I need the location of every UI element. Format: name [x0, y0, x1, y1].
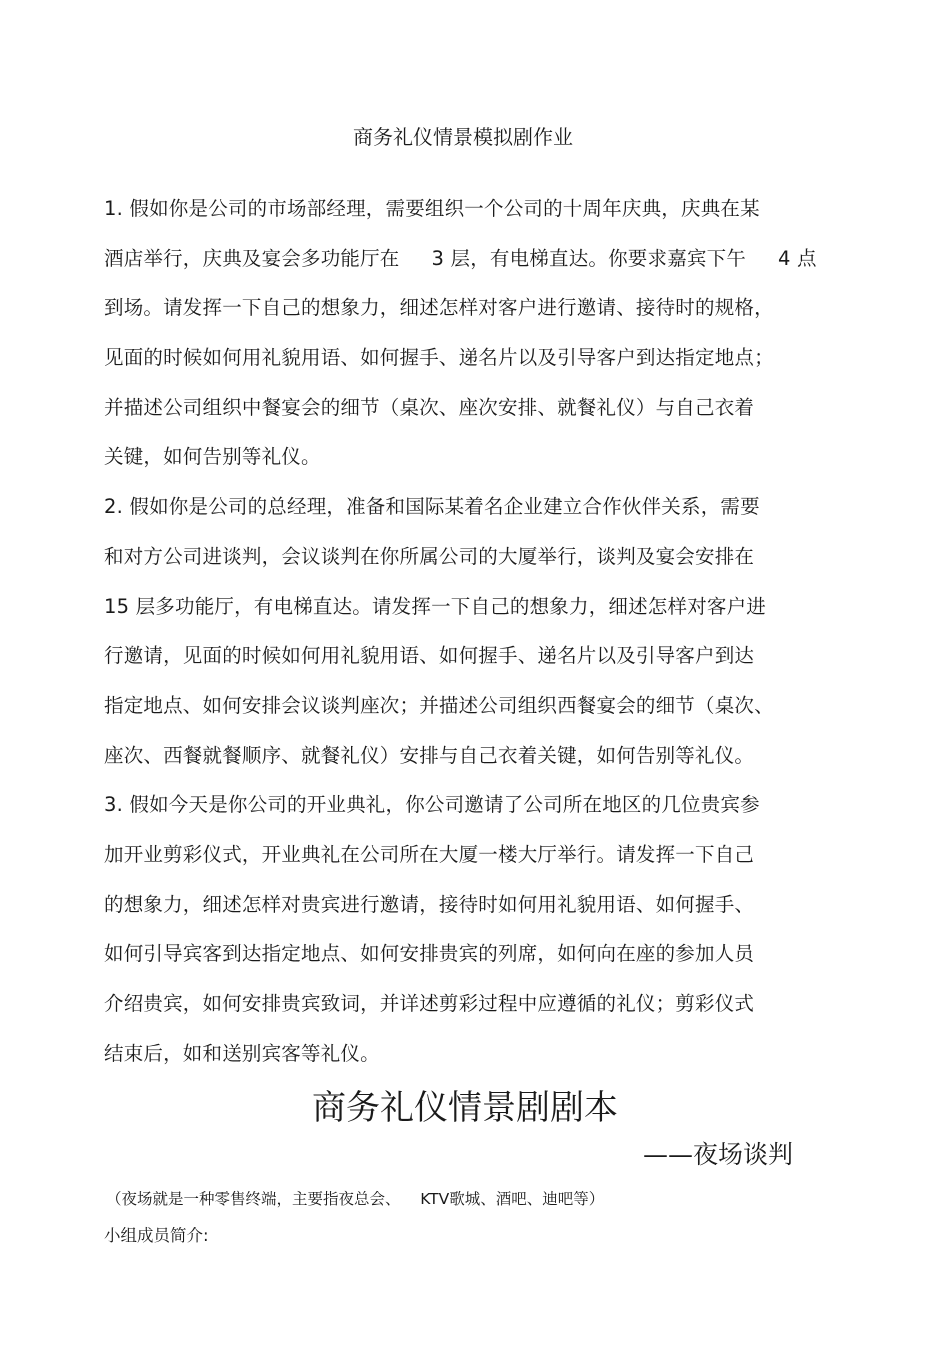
- body-line: 如何引导宾客到达指定地点、如何安排贵宾的列席，如何向在座的参加人员: [104, 942, 755, 966]
- body-line: 并描述公司组织中餐宴会的细节（桌次、座次安排、就餐礼仪）与自己衣着: [104, 395, 755, 419]
- body-line: 2. 假如你是公司的总经理，准备和国际某着名企业建立合作伙伴关系，需要: [104, 495, 760, 519]
- body-line: 3. 假如今天是你公司的开业典礼，你公司邀请了公司所在地区的几位贵宾参: [104, 793, 760, 817]
- body-line: 和对方公司进谈判，会议谈判在你所属公司的大厦举行，谈判及宴会安排在: [104, 544, 755, 568]
- body-line: 加开业剪彩仪式，开业典礼在公司所在大厦一楼大厅举行。请发挥一下自己: [104, 842, 755, 866]
- script-title: 商务礼仪情景剧剧本: [312, 1088, 618, 1128]
- body-line: 见面的时候如何用礼貌用语、如何握手、递名片以及引导客户到达指定地点；: [104, 346, 774, 370]
- body-line: 酒店举行，庆典及宴会多功能厅在 3 层，有电梯直达。你要求嘉宾下午 4 点: [104, 246, 817, 270]
- body-line: 到场。请发挥一下自己的想象力，细述怎样对客户进行邀请、接待时的规格，: [104, 296, 774, 320]
- body-line: 行邀请，见面的时候如何用礼貌用语、如何握手、递名片以及引导客户到达: [104, 644, 755, 668]
- body-line: 指定地点、如何安排会议谈判座次；并描述公司组织西餐宴会的细节（桌次、: [104, 693, 774, 717]
- body-line: 15 层多功能厅，有电梯直达。请发挥一下自己的想象力，细述怎样对客户进: [104, 594, 767, 618]
- body-line: 关键，如何告别等礼仪。: [104, 445, 321, 469]
- body-line: 结束后，如和送别宾客等礼仪。: [104, 1041, 380, 1065]
- body-line: 的想象力，细述怎样对贵宾进行邀请，接待时如何用礼貌用语、如何握手、: [104, 892, 755, 916]
- script-subtitle: ——夜场谈判: [642, 1140, 793, 1169]
- body-line: 座次、西餐就餐顺序、就餐礼仪）安排与自己衣着关键，如何告别等礼仪。: [104, 743, 755, 767]
- page-title: 商务礼仪情景模拟剧作业: [353, 125, 573, 149]
- venue-note: （夜场就是一种零售终端，主要指夜总会、 KTV歌城、酒吧、迪吧等）: [106, 1190, 605, 1208]
- members-label: 小组成员简介:: [104, 1226, 209, 1245]
- body-line: 1. 假如你是公司的市场部经理，需要组织一个公司的十周年庆典，庆典在某: [104, 197, 760, 220]
- assignment-body: [104, 193, 864, 1087]
- body-line: 介绍贵宾，如何安排贵宾致词，并详述剪彩过程中应遵循的礼仪；剪彩仪式: [104, 992, 755, 1015]
